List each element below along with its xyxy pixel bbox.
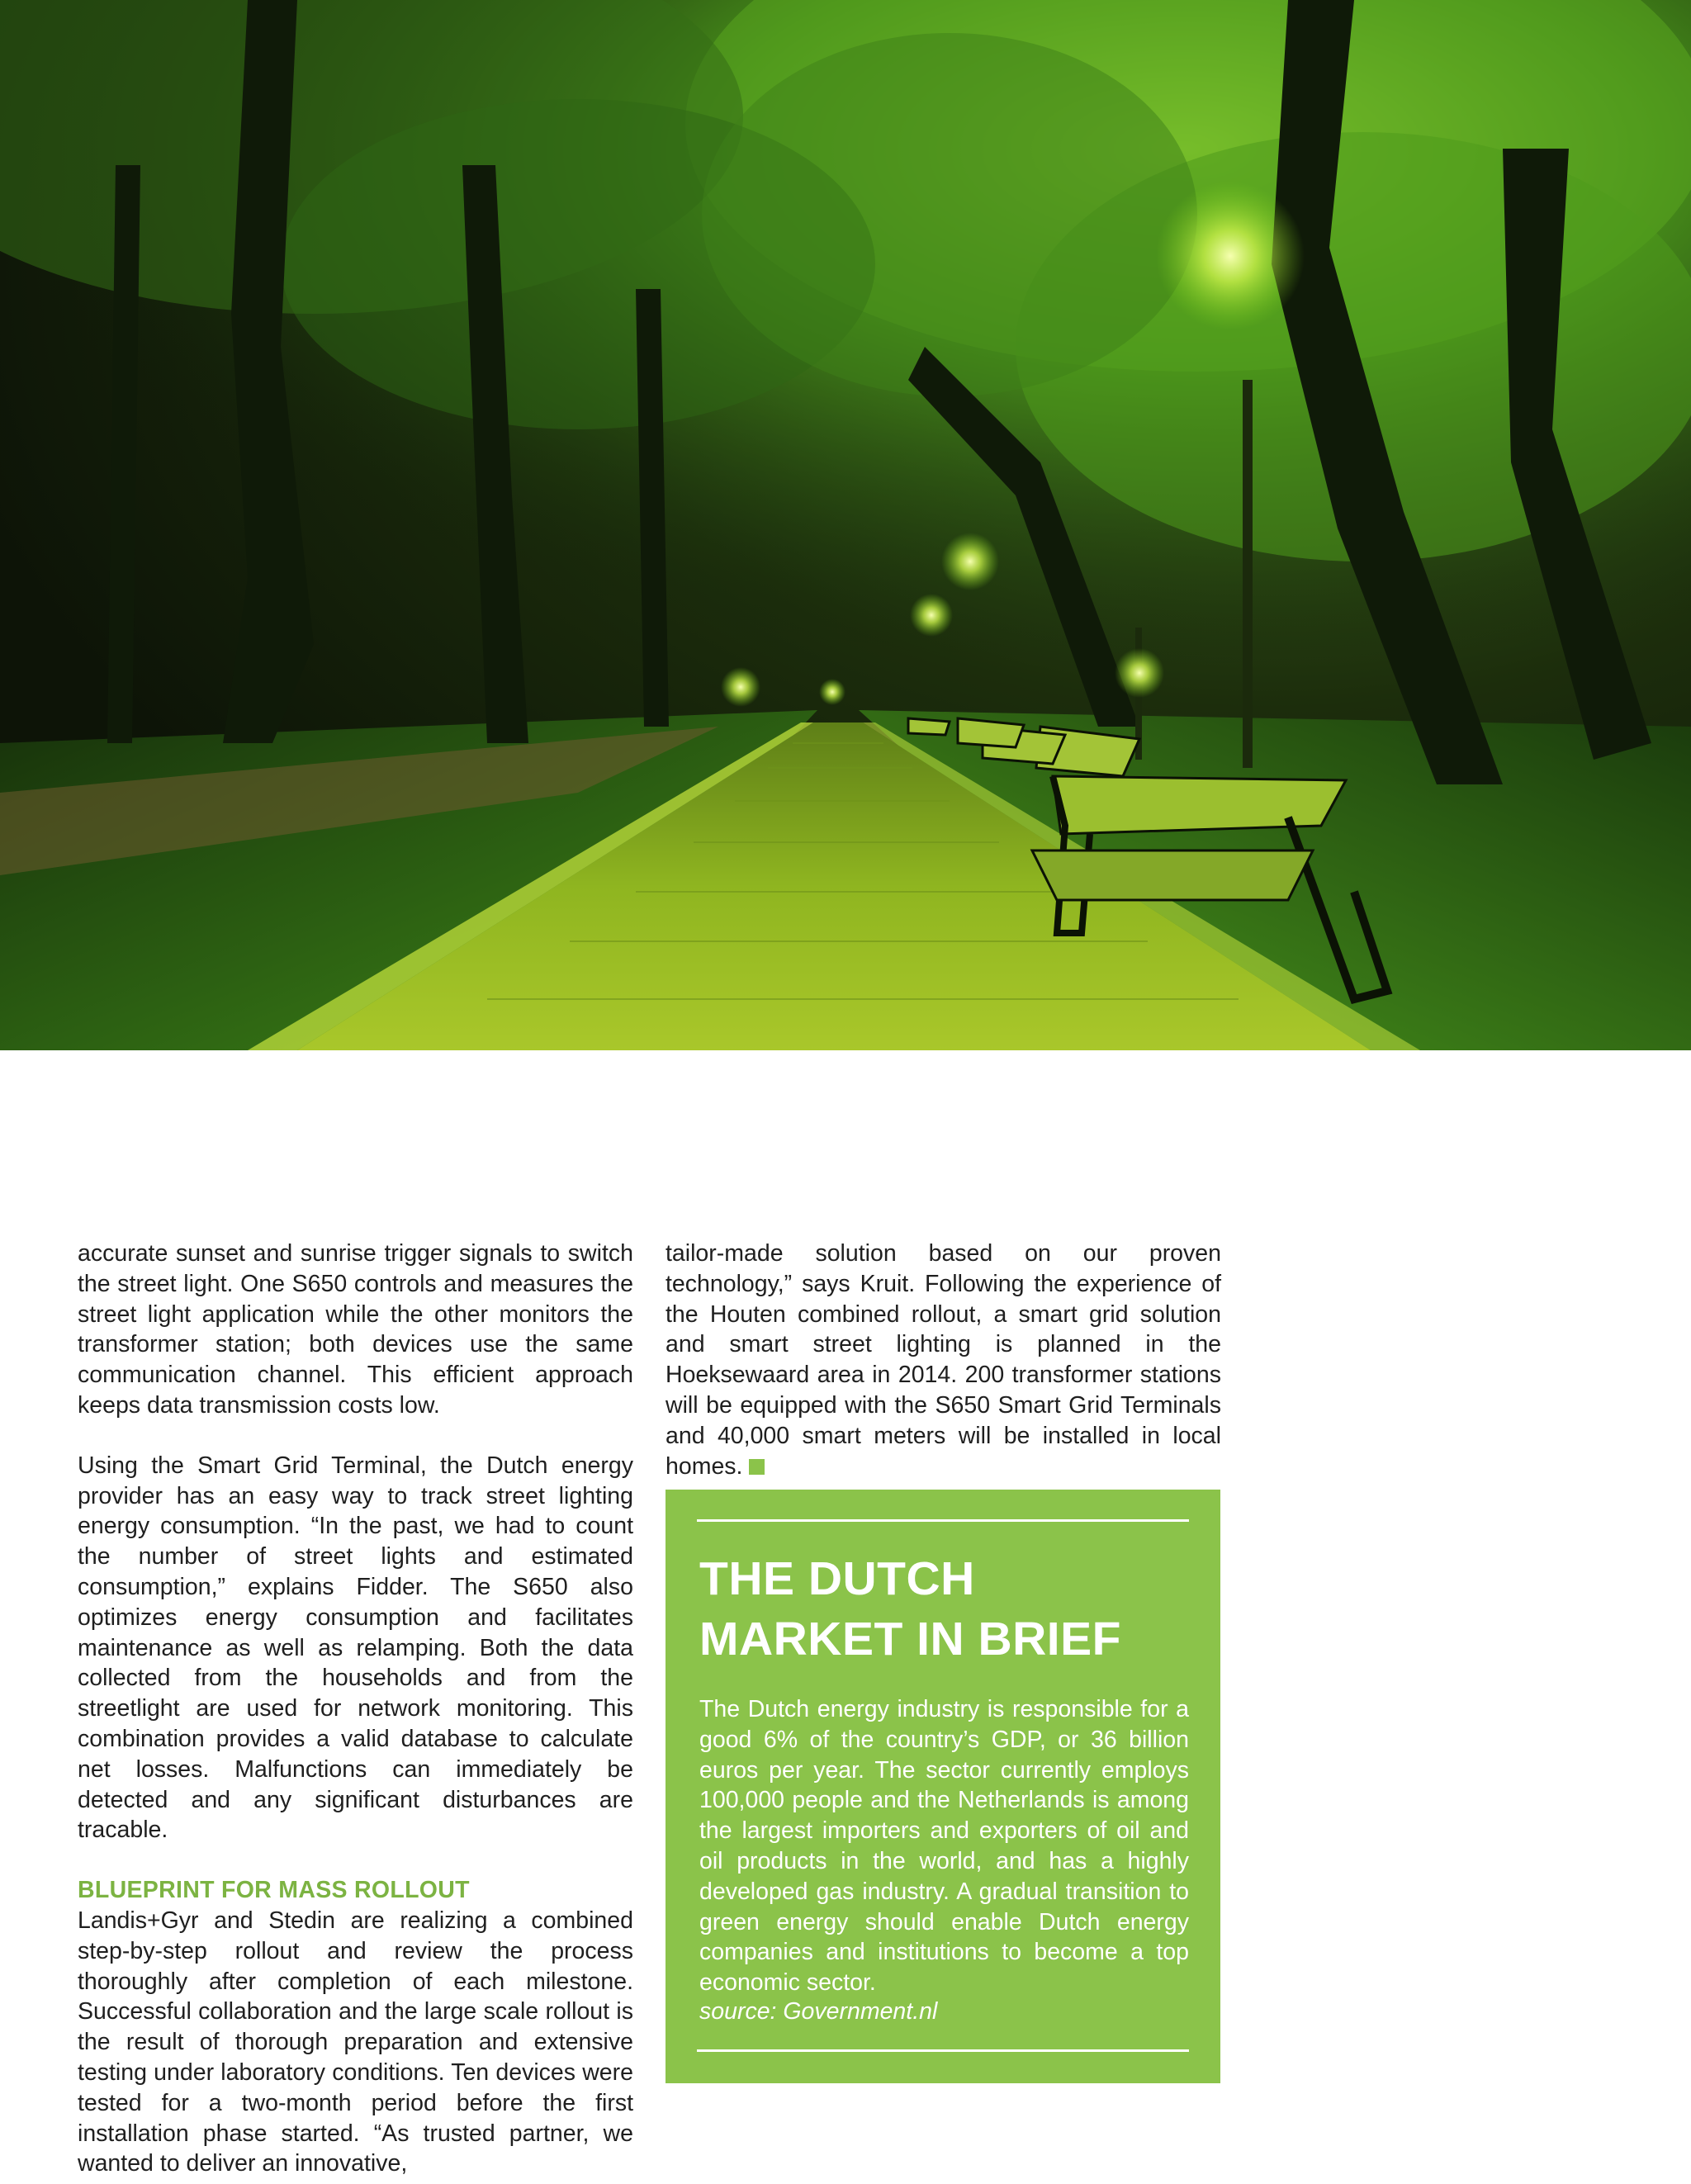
section-subheading: BLUEPRINT FOR MASS ROLLOUT [78, 1877, 470, 1904]
body-paragraph [666, 1239, 1221, 1481]
box-title [699, 1549, 1195, 1670]
box-top-rule [697, 1519, 1189, 1522]
body-paragraph: Using the Smart Grid Terminal, the Dutch energy provider has an easy way to track street lighting energy consumption. “In the past, we had to count the number of street lights and estimated consumption,” explains Fidder. The S650 also optimizes energy consumption and facilitates maintenance as well as relamping. Both the data collected from the households and from the streetlight are used for network monitoring. This combination provides a valid database to calculate net losses. Malfunctions can immediately be detected and any significant disturbances are tracable. [78, 1452, 633, 1844]
hero-photo [0, 0, 1691, 1050]
box-body-text: The Dutch energy industry is responsible for a good 6% of the country’s GDP, or 36 billion euros per year. The sector currently employs 100,000 people and the Netherlands is among the largest importers and exporters of oil and oil products in the world, and has a highly developed gas industry. A gradual transition to green energy should enable Dutch energy companies and institutions to become a top economic sector. [699, 1696, 1189, 1997]
article-column-right [666, 1239, 1221, 1481]
box-bottom-rule [697, 2049, 1189, 2052]
box-title-line2: MARKET IN BRIEF [699, 1613, 1121, 1665]
market-in-brief-box [666, 1490, 1220, 2083]
box-source-credit: source: Government.nl [699, 1998, 938, 2025]
body-paragraph-text: tailor-made solution based on our proven technology,” says Kruit. Following the experience of the Houten combined rollout, a smart grid solution and smart street lighting is planned in the Hoeksewaard area in 2014. 200 transformer stations will be equipped with the S650 Smart Grid Terminals and 40,000 smart meters will be installed in local homes. [666, 1240, 1221, 1480]
box-title-line1: THE DUTCH [699, 1552, 975, 1605]
body-paragraph: Landis+Gyr and Stedin are realizing a combined step-by-step rollout and review the process thoroughly after completion of each milestone. Successful collaboration and the large scale rollout is the result of thorough preparation and extensive testing under laboratory conditions. Ten devices were tested for a two-month period before the first installation phase started. “As trusted partner, we wanted to deliver an innovative, [78, 1907, 633, 2177]
park-path-illustration [0, 0, 1691, 1050]
end-of-article-square-icon [749, 1459, 765, 1475]
article-column-left [78, 1239, 633, 2179]
body-paragraph: accurate sunset and sunrise trigger signals to switch the street light. One S650 controls and measures the street light application while the other monitors the transformer station; both devices use the same communication channel. This efficient approach keeps data transmission costs low. [78, 1240, 633, 1419]
